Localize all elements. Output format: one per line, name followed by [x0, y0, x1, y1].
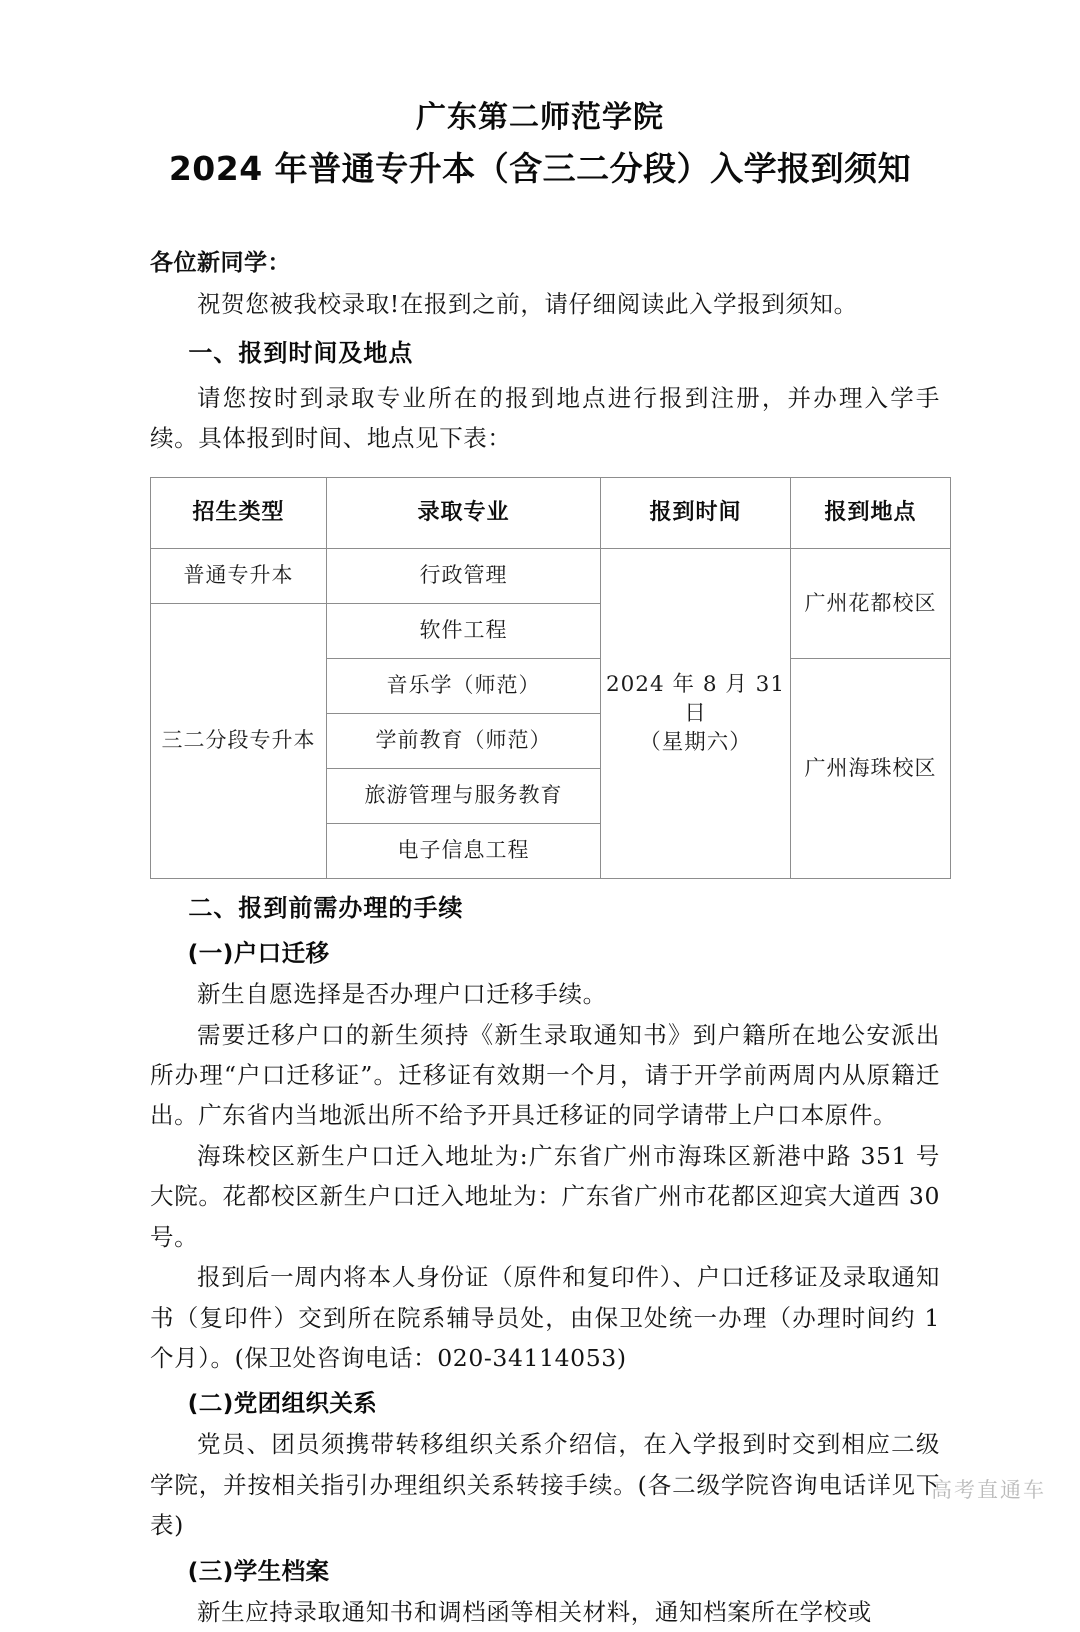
cell-major-3: 学前教育（师范） — [327, 713, 601, 768]
page-title-line-1: 广东第二师范学院 — [416, 100, 664, 135]
subsection-heading-party-organization: (二)党团组织关系 — [187, 1389, 378, 1418]
document-title-block — [0, 0, 1080, 193]
watermark-label: 高考直通车 — [931, 1478, 1046, 1502]
cell-report-place-huadu: 广州花都校区 — [791, 548, 951, 658]
table-header-row — [151, 477, 951, 548]
cell-admission-type-regular: 普通专升本 — [151, 548, 327, 603]
salutation: 各位新同学： — [150, 250, 291, 276]
table-header-admission-type: 招生类型 — [151, 477, 327, 548]
household-transfer-paragraph-2: 需要迁移户口的新生须持《新生录取通知书》到户籍所在地公安派出所办理“户口迁移证”。迁移证有效期一个月，请于开学前两周内从原籍迁出。广东省内当地派出所不给予开具迁移证的同学请带上户口本原件。 — [150, 1020, 940, 1130]
cell-report-place-haizhu: 广州海珠校区 — [791, 658, 951, 878]
subsection-heading-household-transfer: (一)户口迁移 — [187, 939, 330, 968]
report-time-weekday: （星期六） — [639, 729, 752, 755]
table-row — [151, 548, 951, 603]
household-transfer-paragraph-4: 报到后一周内将本人身份证（原件和复印件）、户口迁移证及录取通知书（复印件）交到所在院系辅导员处，由保卫处统一办理（办理时间约 1 个月）。(保卫处咨询电话：020-34114053) — [150, 1263, 940, 1372]
section-heading-two: 二、报到前需办理的手续 — [188, 893, 464, 922]
registration-table — [150, 477, 951, 879]
cell-major-4: 旅游管理与服务教育 — [327, 768, 601, 823]
registration-table-wrapper — [150, 477, 950, 879]
document-body — [140, 245, 940, 1632]
table-header-report-time: 报到时间 — [601, 477, 791, 548]
party-organization-paragraph-1: 党员、团员须携带转移组织关系介绍信，在入学报到时交到相应二级学院，并按相关指引办理组织关系转接手续。(各二级学院咨询电话详见下表) — [150, 1430, 940, 1540]
table-header-report-place: 报到地点 — [791, 477, 951, 548]
cell-major-2: 音乐学（师范） — [327, 658, 601, 713]
cell-major-1: 软件工程 — [327, 603, 601, 658]
subsection-heading-student-archive: (三)学生档案 — [187, 1556, 330, 1585]
intro-paragraph: 祝贺您被我校录取!在报到之前，请仔细阅读此入学报到须知。 — [197, 289, 858, 318]
table-header-major: 录取专业 — [327, 477, 601, 548]
cell-major-0: 行政管理 — [327, 548, 601, 603]
report-time-date: 2024 年 8 月 31 日 — [605, 671, 786, 726]
household-transfer-paragraph-1: 新生自愿选择是否办理户口迁移手续。 — [197, 980, 607, 1009]
household-transfer-paragraph-3: 海珠校区新生户口迁入地址为:广东省广州市海珠区新港中路 351 号大院。花都校区新生户口迁入地址为：广东省广州市花都区迎宾大道西 30 号。 — [150, 1141, 940, 1251]
cell-report-time — [601, 548, 791, 878]
cell-major-5: 电子信息工程 — [327, 823, 601, 878]
section-heading-one: 一、报到时间及地点 — [188, 339, 414, 368]
student-archive-paragraph-1: 新生应持录取通知书和调档函等相关材料，通知档案所在学校或 — [197, 1597, 872, 1626]
section-one-paragraph: 请您按时到录取专业所在的报到地点进行报到注册，并办理入学手续。具体报到时间、地点见下表： — [150, 383, 940, 453]
page-title-line-2: 2024 年普通专升本（含三二分段）入学报到须知 — [168, 148, 912, 188]
cell-admission-type-three-two: 三二分段专升本 — [151, 603, 327, 878]
